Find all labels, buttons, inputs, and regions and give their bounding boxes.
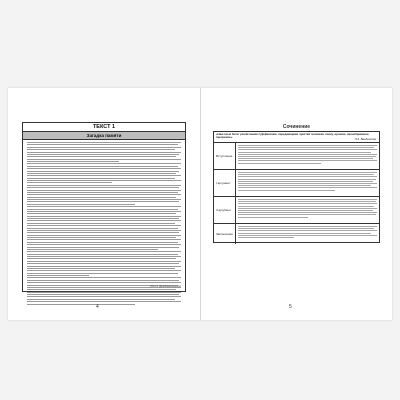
- essay-row-label: I аргумент: [214, 170, 236, 196]
- text-line: [238, 199, 377, 200]
- text-line: [238, 174, 374, 175]
- text-line: [27, 166, 178, 167]
- text-line: [27, 142, 181, 143]
- text-line: [27, 299, 175, 300]
- essay-table: [213, 131, 380, 243]
- text-line: [238, 185, 371, 186]
- text-line: [238, 154, 377, 155]
- essay-row-text: [238, 199, 377, 219]
- text-line: [27, 235, 181, 236]
- left-page-number: 4: [96, 304, 99, 310]
- text-line: [27, 204, 135, 205]
- text-line: [27, 144, 178, 145]
- text-line: [27, 159, 181, 160]
- text-line: [238, 217, 308, 218]
- text-line: [238, 176, 377, 177]
- essay-title: Сочинение: [282, 124, 311, 130]
- text-line: [27, 185, 181, 186]
- text-line: [27, 275, 89, 276]
- text-line: [27, 237, 176, 238]
- essay-row-label: II аргумент: [214, 197, 236, 223]
- text-line: [27, 266, 181, 267]
- text-line: [27, 282, 181, 283]
- text-author: (По Н. Дрейфельцову): [149, 284, 181, 288]
- text-line: [27, 263, 179, 264]
- essay-row-text: [238, 226, 377, 239]
- text-line: [27, 163, 181, 164]
- essay-prompt-source: Л.А. Введенская: [354, 136, 376, 141]
- text-line: [27, 223, 175, 224]
- text-body: [23, 140, 185, 304]
- text-line: [238, 190, 335, 191]
- right-page-number: 5: [289, 304, 292, 310]
- essay-prompt-text: «Наш язык богат различными суффиксами, передающими чувства человека: ласку, иронию, пренебрежение, презрение».: [216, 132, 370, 140]
- text-line: [27, 147, 181, 148]
- text-line: [238, 152, 371, 153]
- book-spread: [8, 88, 392, 320]
- text-line: [27, 228, 178, 229]
- essay-row: [214, 143, 379, 170]
- text-line: [27, 152, 181, 153]
- text-line: [238, 233, 371, 234]
- text-line: [27, 206, 181, 207]
- text-line: [27, 197, 176, 198]
- text-box: [22, 122, 186, 292]
- text-line: [27, 190, 181, 191]
- text-line: [238, 228, 374, 229]
- text-line: [238, 187, 377, 188]
- text-line: [27, 277, 181, 278]
- text-line: [27, 201, 179, 202]
- essay-row: [214, 170, 379, 197]
- text-title: ТЕКСТ 1: [23, 123, 185, 132]
- text-line: [238, 201, 376, 202]
- text-line: [27, 251, 181, 252]
- essay-row-text: [238, 145, 377, 165]
- text-line: [27, 232, 179, 233]
- text-line: [27, 171, 179, 172]
- essay-row-label: Заключение: [214, 224, 236, 244]
- text-line: [27, 156, 176, 157]
- right-page: [201, 88, 392, 320]
- text-line: [27, 280, 179, 281]
- text-line: [27, 296, 181, 297]
- text-line: [238, 149, 377, 150]
- text-line: [27, 304, 135, 305]
- text-line: [27, 199, 181, 200]
- text-line: [27, 249, 158, 250]
- text-line: [238, 158, 373, 159]
- text-line: [27, 258, 176, 259]
- text-line: [27, 192, 178, 193]
- text-line: [27, 194, 181, 195]
- text-line: [238, 163, 321, 164]
- text-line: [238, 226, 377, 227]
- text-line: [27, 178, 175, 179]
- text-line: [27, 254, 178, 255]
- text-line: [27, 289, 176, 290]
- text-line: [27, 175, 181, 176]
- text-line: [238, 181, 373, 182]
- text-line: [27, 213, 176, 214]
- text-line: [238, 210, 373, 211]
- text-line: [27, 244, 181, 245]
- text-line: [27, 230, 181, 231]
- text-line: [27, 168, 181, 169]
- text-line: [238, 208, 377, 209]
- text-line: [238, 212, 377, 213]
- text-line: [238, 147, 374, 148]
- text-line: [27, 218, 179, 219]
- text-line: [238, 160, 377, 161]
- text-line: [27, 270, 181, 271]
- text-line: [27, 209, 178, 210]
- text-subtitle: Загадка памяти: [23, 132, 185, 140]
- text-line: [238, 179, 376, 180]
- text-line: [27, 268, 175, 269]
- text-line: [238, 172, 377, 173]
- text-line: [27, 173, 176, 174]
- text-line: [27, 256, 181, 257]
- essay-row: [214, 197, 379, 224]
- text-line: [27, 225, 181, 226]
- text-line: [27, 182, 112, 183]
- text-line: [27, 220, 181, 221]
- text-line: [27, 247, 179, 248]
- text-line: [238, 206, 374, 207]
- text-line: [27, 154, 179, 155]
- text-line: [27, 239, 181, 240]
- text-line: [238, 156, 376, 157]
- text-line: [27, 180, 181, 181]
- left-page: [8, 88, 200, 320]
- text-line: [27, 149, 175, 150]
- essay-row: [214, 224, 379, 244]
- text-line: [238, 235, 377, 236]
- essay-prompt: [214, 132, 379, 143]
- text-line: [27, 273, 178, 274]
- text-line: [238, 214, 376, 215]
- text-line: [238, 145, 377, 146]
- essay-row-text: [238, 172, 377, 192]
- text-line: [27, 211, 181, 212]
- text-line: [27, 216, 181, 217]
- text-line: [27, 187, 179, 188]
- text-line: [27, 292, 181, 293]
- text-line: [27, 261, 181, 262]
- text-line: [238, 203, 377, 204]
- text-line: [27, 161, 119, 162]
- text-line: [238, 237, 294, 238]
- text-line: [27, 301, 181, 302]
- essay-row-label: Вступление: [214, 143, 236, 169]
- text-line: [238, 183, 377, 184]
- text-line: [238, 230, 377, 231]
- text-line: [27, 242, 178, 243]
- text-line: [27, 294, 179, 295]
